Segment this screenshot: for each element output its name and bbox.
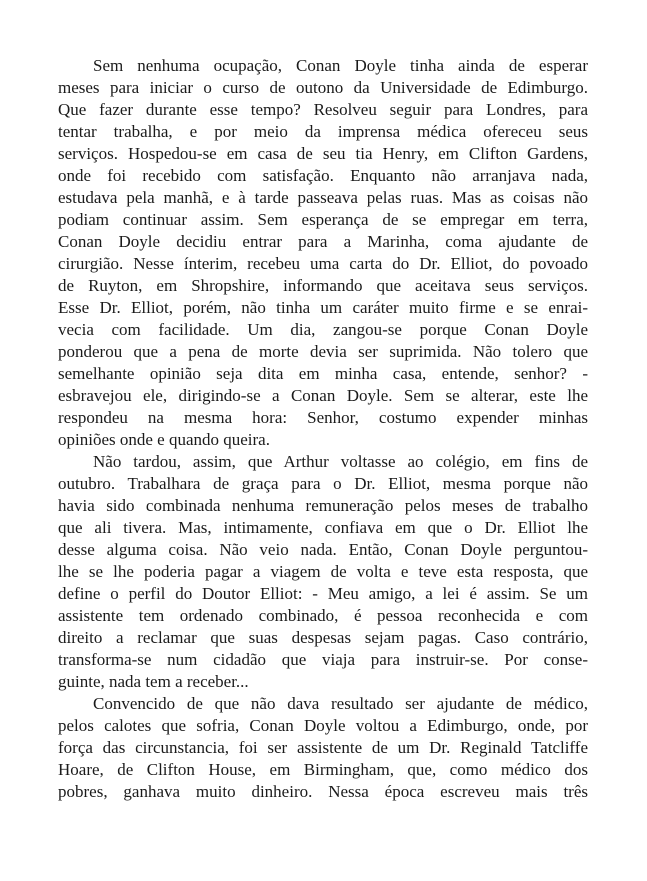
text-line: assistente tem ordenado combinado, é pessoa reconhecida e com	[58, 606, 588, 625]
text-line: respondeu na mesma hora: Senhor, costumo expender minhas	[58, 408, 588, 427]
text-line: pobres, ganhava muito dinheiro. Nessa época escreveu mais três	[58, 782, 588, 801]
text-line: onde foi recebido com satisfação. Enquanto não arranjava nada,	[58, 166, 588, 185]
text-line: desse alguma coisa. Não veio nada. Então, Conan Doyle perguntou-	[58, 540, 588, 559]
text-line: tentar trabalha, e por meio da imprensa médica ofereceu seus	[58, 122, 588, 141]
text-line: estudava pela manhã, e à tarde passeava pelas ruas. Mas as coisas não	[58, 188, 588, 207]
text-line: esbravejou ele, dirigindo-se a Conan Doyle. Sem se alterar, este lhe	[58, 386, 588, 405]
text-line: havia sido combinada nenhuma remuneração pelos meses de trabalho	[58, 496, 588, 515]
text-line: Conan Doyle decidiu entrar para a Marinha, coma ajudante de	[58, 232, 588, 251]
text-line: pelos calotes que sofria, Conan Doyle voltou a Edimburgo, onde, por	[58, 716, 588, 735]
text-line: outubro. Trabalhara de graça para o Dr. Elliot, mesma porque não	[58, 474, 588, 493]
text-line: guinte, nada tem a receber...	[58, 672, 249, 691]
page-text	[58, 55, 588, 803]
text-line: Que fazer durante esse tempo? Resolveu seguir para Londres, para	[58, 100, 588, 119]
text-line: vecia com facilidade. Um dia, zangou-se porque Conan Doyle	[58, 320, 588, 339]
text-line: serviços. Hospedou-se em casa de seu tia Henry, em Clifton Gardens,	[58, 144, 588, 163]
text-line: semelhante opinião seja dita em minha casa, entende, senhor? -	[58, 364, 588, 383]
text-line: ponderou que a pena de morte devia ser suprimida. Não tolero que	[58, 342, 588, 361]
text-line: Esse Dr. Elliot, porém, não tinha um caráter muito firme e se enrai-	[58, 298, 588, 317]
text-line: lhe se lhe poderia pagar a viagem de volta e teve esta resposta, que	[58, 562, 588, 581]
text-line: Convencido de que não dava resultado ser ajudante de médico,	[93, 694, 588, 713]
text-line: Não tardou, assim, que Arthur voltasse ao colégio, em fins de	[93, 452, 588, 471]
text-line: cirurgião. Nesse ínterim, recebeu uma carta do Dr. Elliot, do povoado	[58, 254, 588, 273]
text-line: Sem nenhuma ocupação, Conan Doyle tinha ainda de esperar	[93, 56, 588, 75]
text-line: que ali tivera. Mas, intimamente, confiava em que o Dr. Elliot lhe	[58, 518, 588, 537]
text-line: transforma-se num cidadão que viaja para instruir-se. Por conse-	[58, 650, 588, 669]
text-line: podiam continuar assim. Sem esperança de se empregar em terra,	[58, 210, 588, 229]
text-line: Hoare, de Clifton House, em Birmingham, que, como médico dos	[58, 760, 588, 779]
text-line: opiniões onde e quando queira.	[58, 430, 270, 449]
text-line: direito a reclamar que suas despesas sejam pagas. Caso contrário,	[58, 628, 588, 647]
text-line: define o perfil do Doutor Elliot: - Meu amigo, a lei é assim. Se um	[58, 584, 588, 603]
text-line: meses para iniciar o curso de outono da Universidade de Edimburgo.	[58, 78, 588, 97]
text-line: força das circunstancia, foi ser assistente de um Dr. Reginald Tatcliffe	[58, 738, 588, 757]
text-line: de Ruyton, em Shropshire, informando que aceitava seus serviços.	[58, 276, 588, 295]
